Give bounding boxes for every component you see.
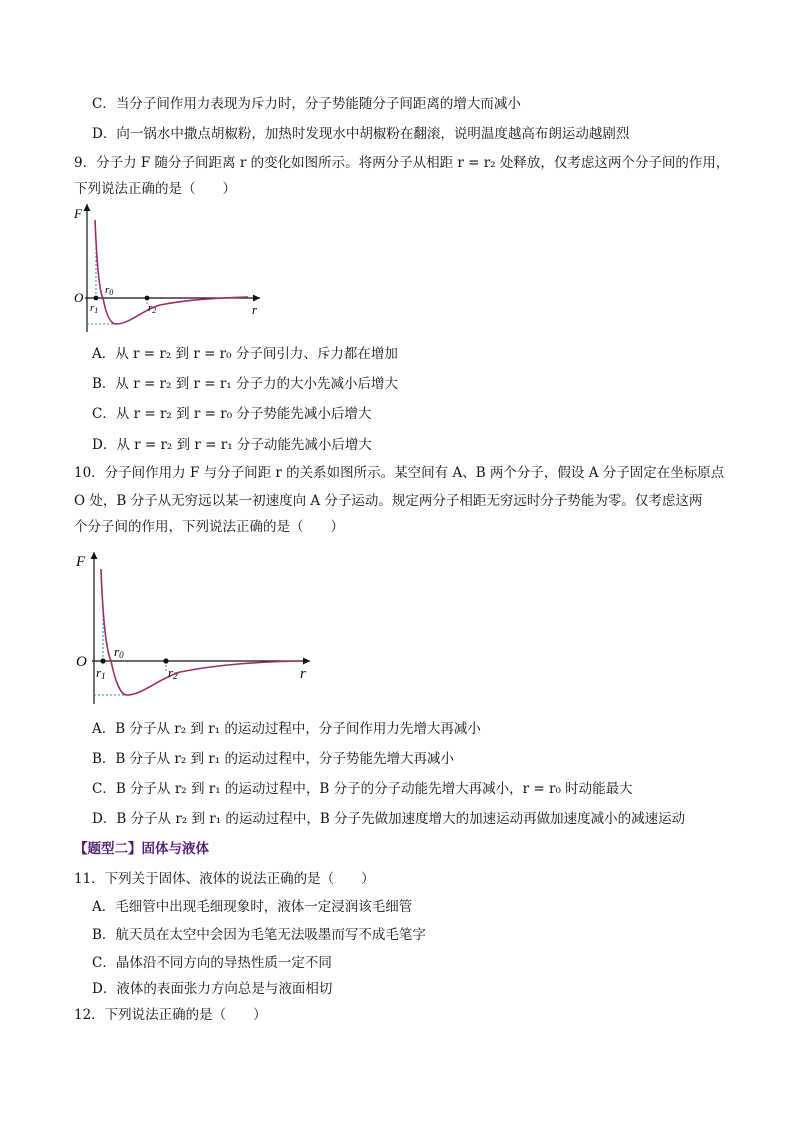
q9-origin-label: O [74,290,84,305]
q9-r1-point [94,296,99,301]
q11-option-d: D．液体的表面张力方向总是与液面相切 [92,981,333,997]
q10-x-label: r [300,666,306,682]
q9-option-d: D．从 r = r₂ 到 r = r₁ 分子动能先减小后增大 [92,437,372,453]
q9-stem-line1: 9．分子力 F 随分子间距离 r 的变化如图所示。将两分子从相距 r = r₂ 处释放，仅考虑这两个分子间的作用， [74,155,730,171]
q10-force-graph [70,544,320,706]
q9-force-curve [95,220,248,324]
q12-stem: 12．下列说法正确的是（ ） [74,1007,267,1023]
q10-option-a: A．B 分子从 r₂ 到 r₁ 的运动过程中，分子间作用力先增大再减小 [92,721,481,737]
q11-stem: 11．下列关于固体、液体的说法正确的是（ ） [74,871,375,887]
q9-r2-point [145,296,150,301]
q9-stem-line2: 下列说法正确的是（ ） [74,181,236,197]
q11-option-c: C．晶体沿不同方向的导热性质一定不同 [92,955,332,971]
q9-option-c: C．从 r = r₂ 到 r = r₀ 分子势能先减小后增大 [92,406,372,422]
q9-y-label: F [74,206,82,221]
q9-option-b: B．从 r = r₂ 到 r = r₁ 分子力的大小先减小后增大 [92,376,399,392]
section-heading: 【题型二】固体与液体 [74,841,209,857]
q10-stem-line1: 10．分子间作用力 F 与分子间距 r 的关系如图所示。某空间有 A、B 两个分子，假设 A 分子固定在坐标原点 [74,465,725,481]
q10-option-c: C．B 分子从 r₂ 到 r₁ 的运动过程中，B 分子的分子动能先增大再减小，r = r₀ 时动能最大 [92,781,633,797]
q9-x-label: r [252,302,258,317]
q9-option-a: A．从 r = r₂ 到 r = r₀ 分子间引力、斥力都在增加 [92,346,398,362]
q10-option-b: B．B 分子从 r₂ 到 r₁ 的运动过程中，分子势能先增大再减小 [92,751,455,767]
q10-stem-line2: O 处，B 分子从无穷远以某一初速度向 A 分子运动。规定两分子相距无穷远时分子势能为零。仅考虑这两 [74,493,703,509]
q9-r0-label: r0 [105,284,114,297]
q10-r2-point [163,658,168,663]
prev-option-d: D．向一锅水中撒点胡椒粉，加热时发现水中胡椒粉在翻滚，说明温度越高布朗运动越剧烈 [92,126,630,142]
q10-origin-label: O [76,654,87,670]
q9-force-graph [70,198,270,334]
q10-y-label: F [76,554,86,570]
prev-option-c: C．当分子间作用力表现为斥力时，分子势能随分子间距离的增大而减小 [92,96,521,112]
q10-option-d: D．B 分子从 r₂ 到 r₁ 的运动过程中，B 分子先做加速度增大的加速运动再做加速度减小的减速运动 [92,811,686,827]
q10-stem-line3: 个分子间的作用，下列说法正确的是（ ） [74,519,344,535]
q9-r2-label: r2 [148,302,157,315]
q11-option-a: A．毛细管中出现毛细现象时，液体一定浸润该毛细管 [92,899,413,915]
q10-r2-label: r2 [168,665,178,681]
q9-r1-label: r1 [90,302,99,315]
q11-option-b: B．航天员在太空中会因为毛笔无法吸墨而写不成毛笔字 [92,927,426,943]
q10-r1-label: r1 [96,665,106,681]
q10-r0-label: r0 [114,644,124,660]
q10-r1-point [100,658,105,663]
q10-force-curve [101,569,298,695]
